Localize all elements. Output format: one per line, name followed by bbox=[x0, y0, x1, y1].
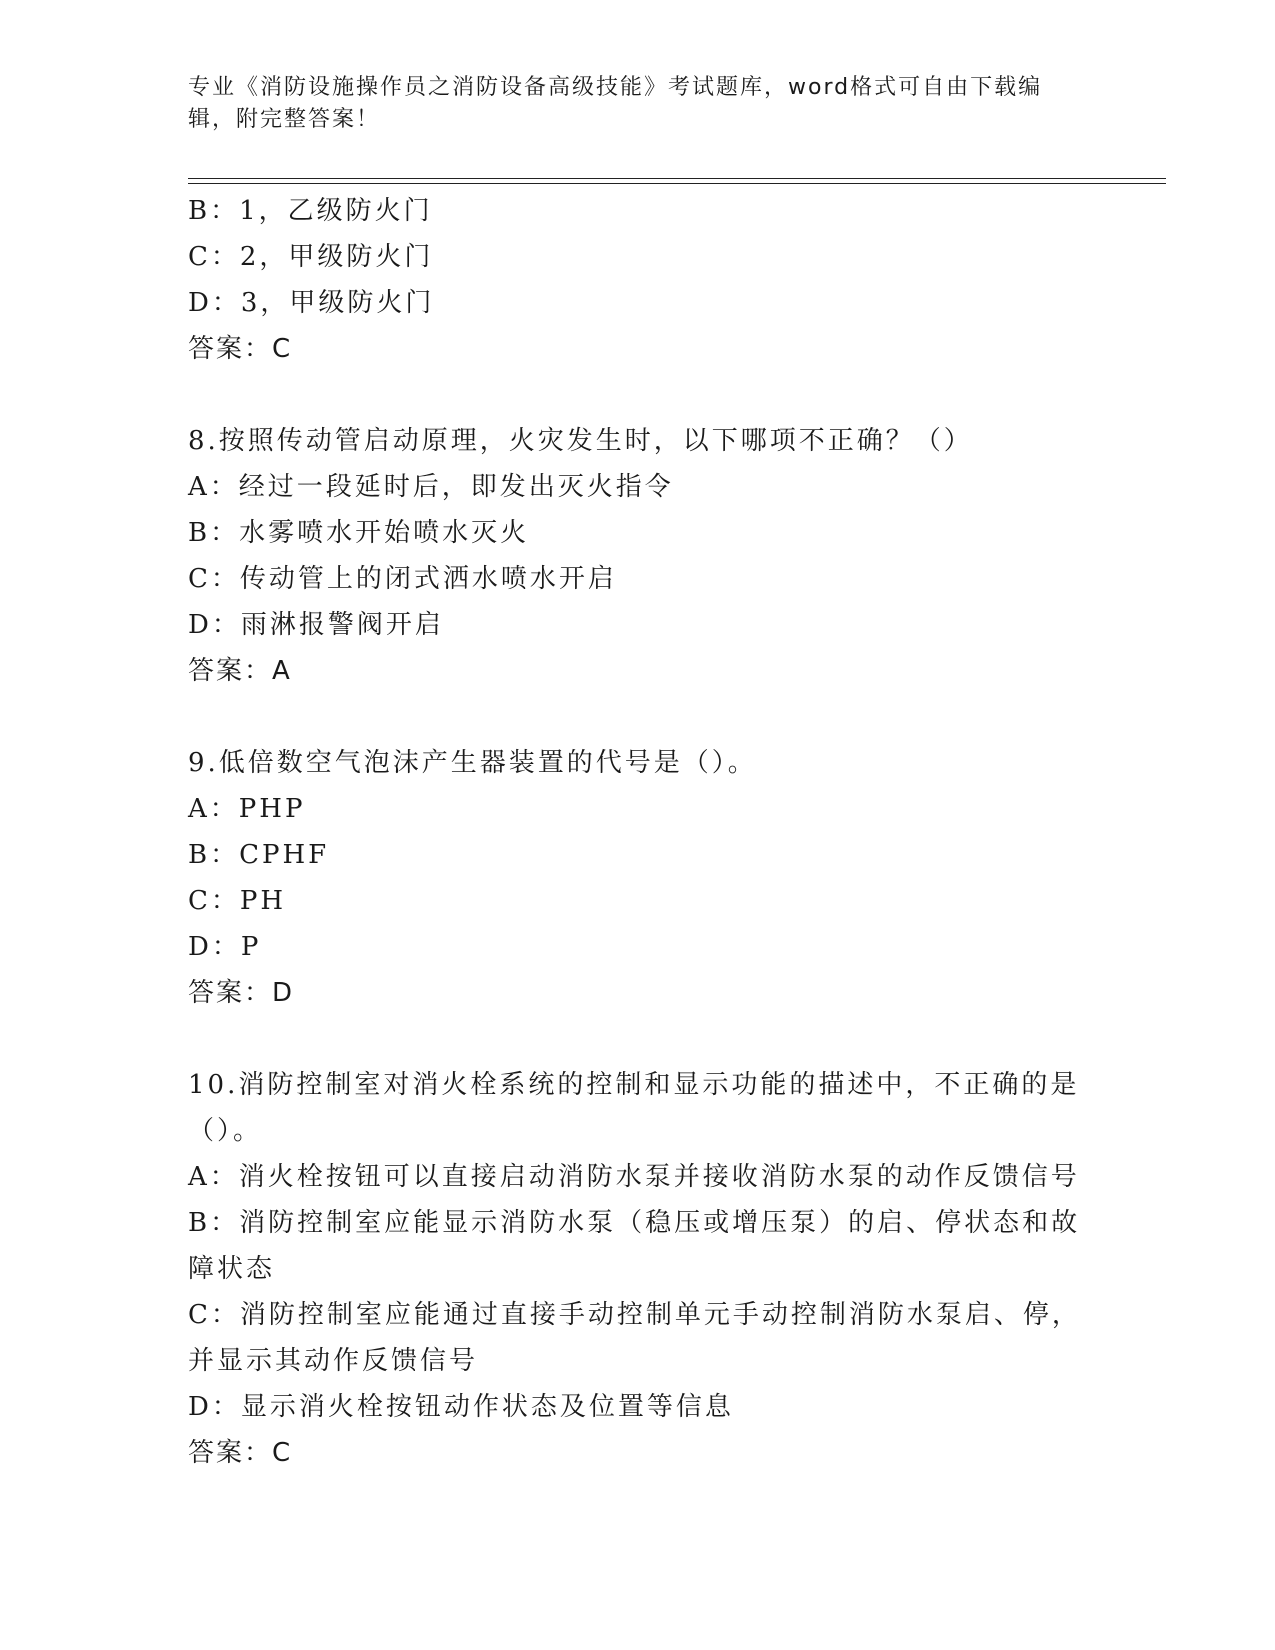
q10-question: 10.消防控制室对消火栓系统的控制和显示功能的描述中，不正确的是（）。 bbox=[188, 1070, 1080, 1146]
q7-option-b: B：1，乙级防火门 bbox=[188, 196, 433, 226]
q10-option-b: B：消防控制室应能显示消防水泵（稳压或增压泵）的启、停状态和故障状态 bbox=[188, 1208, 1081, 1284]
q8-option-d: D：雨淋报警阀开启 bbox=[188, 610, 444, 640]
q10-answer: 答案：C bbox=[188, 1438, 293, 1468]
q10-option-a: A：消火栓按钮可以直接启动消防水泵并接收消防水泵的动作反馈信号 bbox=[188, 1162, 1080, 1192]
q9-option-a: A：PHP bbox=[188, 794, 306, 824]
q8-answer: 答案：A bbox=[188, 656, 292, 686]
q8-option-c: C：传动管上的闭式洒水喷水开启 bbox=[188, 564, 617, 594]
q8-option-a: A：经过一段延时后，即发出灭火指令 bbox=[188, 472, 674, 502]
header-divider-bottom bbox=[188, 183, 1166, 184]
header-divider-top bbox=[188, 178, 1166, 179]
q10-option-d: D：显示消火栓按钮动作状态及位置等信息 bbox=[188, 1392, 734, 1422]
q7-option-d: D：3，甲级防火门 bbox=[188, 288, 435, 318]
q9-question: 9.低倍数空气泡沫产生器装置的代号是（）。 bbox=[188, 748, 757, 778]
q10-option-c: C：消防控制室应能通过直接手动控制单元手动控制消防水泵启、停，并显示其动作反馈信号 bbox=[188, 1300, 1081, 1376]
question-10 bbox=[188, 1062, 1088, 1476]
document-header: 专业《消防设施操作员之消防设备高级技能》考试题库，word格式可自由下载编辑，附完整答案！ bbox=[188, 75, 1043, 132]
q9-answer: 答案：D bbox=[188, 978, 295, 1008]
q9-option-d: D：P bbox=[188, 932, 262, 962]
question-content bbox=[188, 188, 1088, 1476]
question-8 bbox=[188, 418, 1088, 694]
q8-option-b: B：水雾喷水开始喷水灭火 bbox=[188, 518, 530, 548]
q7-answer: 答案：C bbox=[188, 334, 293, 364]
q7-option-c: C：2，甲级防火门 bbox=[188, 242, 434, 272]
q8-question: 8.按照传动管启动原理，火灾发生时，以下哪项不正确？（） bbox=[188, 426, 973, 456]
spacer bbox=[188, 1016, 1088, 1062]
spacer bbox=[188, 694, 1088, 740]
spacer bbox=[188, 372, 1088, 418]
question-9 bbox=[188, 740, 1088, 1016]
question-7-tail bbox=[188, 188, 1088, 372]
q9-option-b: B：CPHF bbox=[188, 840, 330, 870]
q9-option-c: C：PH bbox=[188, 886, 287, 916]
